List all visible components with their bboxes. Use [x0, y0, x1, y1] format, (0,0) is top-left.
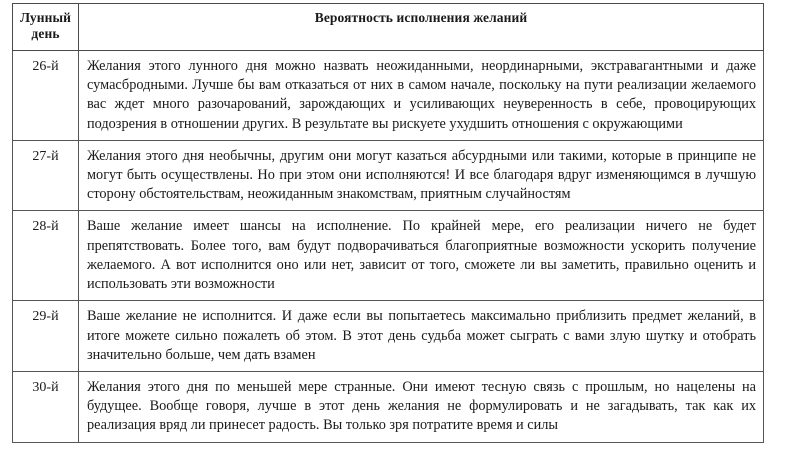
cell-description: [79, 372, 764, 443]
table-row: [13, 301, 764, 372]
cell-lunar-day: 30-й: [13, 372, 79, 443]
cell-lunar-day: 27-й: [13, 140, 79, 211]
description-text: Желания этого дня необычны, другим они могут казаться абсурдными или такими, которые в принципе не могут быть осуществлены. Но при этом они исполняются! И все благодаря вдруг изменяющимся в лучшую сторону обстоятельствам, неожиданным знакомствам, приятным случайностям: [87, 147, 756, 203]
cell-description: [79, 301, 764, 372]
column-header-lunar-day: [13, 4, 79, 51]
column-header-lunar-day-line1: Лунный: [20, 10, 71, 25]
table-row: [13, 140, 764, 211]
description-text: Желания этого лунного дня можно назвать неожиданными, неординарными, экстравагантными и даже сумасбродными. Лучше бы вам отказаться от них в самом начале, поскольку на пути реализации желаемого вас ждет много разочарований, зарождающих и усиливающих неуверенность в себе, провоцирующих подозрения в отношении других. В результате вы рискуете ухудшить отношения с окружающими: [87, 57, 756, 132]
cell-description: [79, 211, 764, 301]
table-row: [13, 372, 764, 443]
cell-lunar-day: 28-й: [13, 211, 79, 301]
table-body: [13, 50, 764, 442]
description-text: Ваше желание не исполнится. И даже если вы попытаетесь максимально приблизить предмет желаний, в итоге можете сильно пожалеть об этом. В этот день судьба может сыграть с вами злую шутку и отобрать значительно больше, чем дать взамен: [87, 308, 756, 363]
table-header: [13, 4, 764, 51]
lunar-days-table: [12, 3, 764, 443]
table-row: [13, 211, 764, 301]
description-text: Желания этого дня по меньшей мере странные. Они имеют тесную связь с прошлым, но нацелены на будущее. Вообще говоря, лучше в этот день желания не формулировать и не загадывать, так как их реализация вряд ли принесет радость. Вы только зря потратите время и силы: [87, 379, 756, 434]
cell-lunar-day: 29-й: [13, 301, 79, 372]
column-header-probability: Вероятность исполнения желаний: [79, 4, 764, 51]
cell-description: [79, 140, 764, 211]
table-row: [13, 50, 764, 140]
description-text: Ваше желание имеет шансы на исполнение. По крайней мере, его реализации ничего не будет препятствовать. Более того, вам будут подворачиваться благоприятные возможности ускорить получение желаемого. А вот исполнится оно или нет, зависит от того, сможете ли вы заметить, правильно оценить и использовать эти возможности: [87, 218, 756, 293]
column-header-lunar-day-line2: день: [31, 26, 60, 42]
cell-description: [79, 50, 764, 140]
cell-lunar-day: 26-й: [13, 50, 79, 140]
table-header-row: [13, 4, 764, 51]
